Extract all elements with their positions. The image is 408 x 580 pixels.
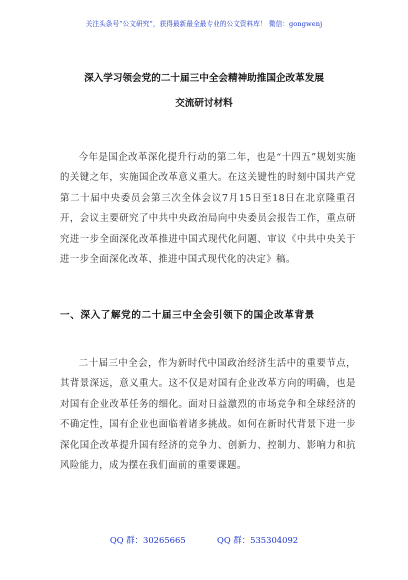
promo-banner[interactable]: 关注头条号“公文研究”，获得最新最全最专业的公文资料库！ 微信：gongwenj xyxy=(85,20,323,28)
document-subtitle: 交流研讨材料 xyxy=(175,98,233,109)
document-title: 深入学习领会党的二十届三中全会精神助推国企改革发展 xyxy=(84,73,324,84)
footer-qq-groups xyxy=(0,534,408,546)
section-1-paragraph: 二十届三中全会，作为新时代中国政治经济生活中的重要节点，其背景深远，意义重大。这不仅是对国有企业改革方向的明确，也是对国有企业改革任务的细化。面对日益激烈的市场竞争和全球经济的不确定性，国有企业也面临着诸多挑战。如何在新时代背景下进一步深化国企改革提升国有经济的竞争力、创新力、控制力、影响力和抗风险能力，成为摆在我们面前的重要课题。 xyxy=(60,358,356,472)
qq-group-1[interactable]: QQ 群：30265665 xyxy=(109,535,186,545)
section-heading-1: 一、深入了解党的二十届三中全会引领下的国企改革背景 xyxy=(60,310,315,321)
qq-group-2[interactable]: QQ 群：535304092 xyxy=(217,535,299,545)
intro-paragraph: 今年是国企改革深化提升行动的第二年，也是“十四五”规划实施的关键之年，实施国企改革意义重大。在这关键性的时刻中国共产党第二十届中央委员会第三次全体会议7月15日至18日在北京隆重召开，会议主要研究了中共中央政治局向中央委员会报告工作，重点研究进一步全面深化改革推进中国式现代化问题、审议《中共中央关于进一步全面深化改革、推进中国式现代化的决定》稿。 xyxy=(60,152,356,266)
